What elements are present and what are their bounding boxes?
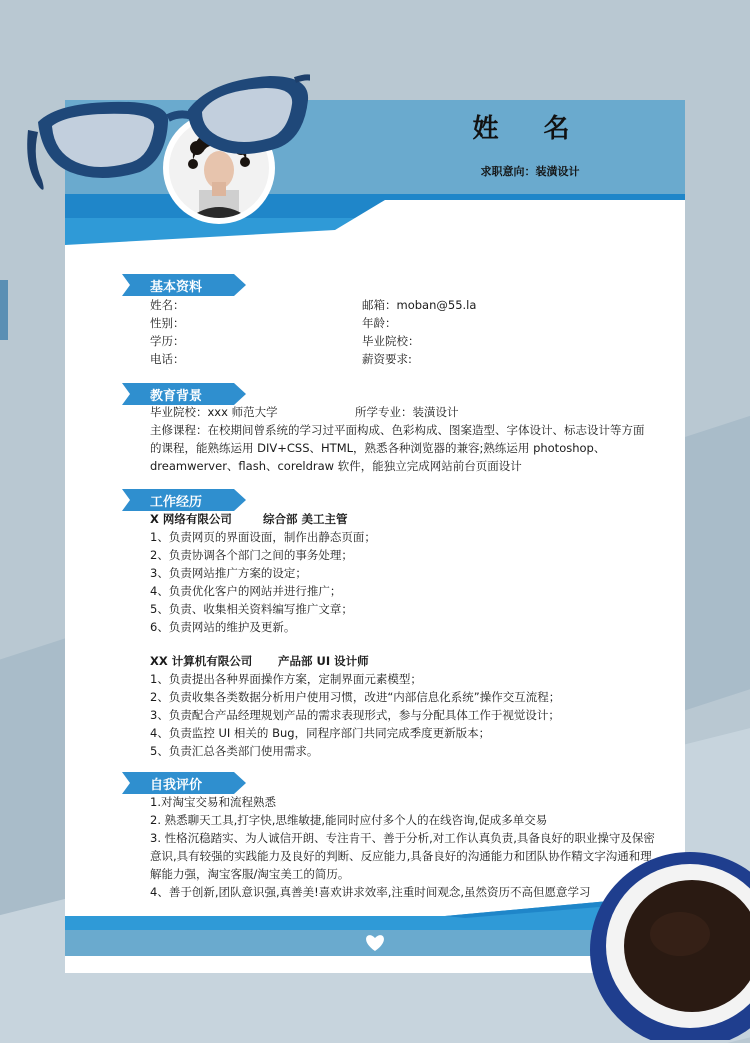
edu-courses-line: dreamwerver、flash、coreldraw 软件，能独立完成网站前台页面设计 (150, 459, 522, 473)
edu-courses-line: 主修课程：在校期间曾系统的学习过平面构成、色彩构成、图案造型、字体设计、标志设计等方面 (150, 423, 645, 437)
section-title: 基本资料 (150, 280, 203, 295)
job1-duty: 6、负责网站的维护及更新。 (150, 620, 296, 634)
gender-label: 性别： (150, 316, 185, 330)
job1-position: 综合部 美工主管 (263, 512, 348, 526)
section-title: 自我评价 (150, 778, 203, 793)
self-line: 4、善于创新,团队意识强,真善美!喜欢讲求效率,注重时间观念,虽然资历不高但愿意学习 (150, 885, 591, 899)
job1-duty: 4、负责优化客户的网站并进行推广； (150, 584, 342, 598)
salary-label: 薪资要求: (362, 352, 412, 366)
candidate-name: 姓 名 (472, 114, 588, 144)
job2-duty: 4、负责监控 UI 相关的 Bug，同程序部门共同完成季度更新版本； (150, 726, 491, 740)
edu-courses-line: 的课程，能熟练运用 DIV+CSS、HTML，熟悉各种浏览器的兼容;熟练运用 photoshop、 (150, 441, 606, 455)
background-accent (0, 280, 8, 340)
section-header-basic (122, 274, 248, 296)
self-line: 2. 熟悉聊天工具,打字快,思维敏捷,能同时应付多个人的在线咨询,促成多单交易 (150, 813, 548, 827)
job2-duty: 5、负责汇总各类部门使用需求。 (150, 744, 319, 758)
coffee-cup-decoration (590, 830, 750, 1040)
section-header-work (122, 489, 248, 511)
job2-company: XX 计算机有限公司 (150, 654, 253, 668)
job2-duty: 2、负责收集各类数据分析用户使用习惯，改进“内部信息化系统”操作交互流程； (150, 690, 561, 704)
email-value: 邮箱：moban@55.la (362, 298, 477, 312)
job2-duty: 3、负责配合产品经理规划产品的需求表现形式，参与分配具体工作于视觉设计； (150, 708, 560, 722)
self-line: 3. 性格沉稳踏实、为人诚信开朗、专注肯干、善于分析,对工作认真负责,具备良好的职业操守及保密 (150, 831, 655, 845)
section-header-self (122, 772, 248, 794)
school-label: 毕业院校： (362, 334, 420, 348)
section-title: 教育背景 (150, 389, 203, 404)
job2-position: 产品部 UI 设计师 (278, 654, 369, 668)
self-line: 意识,具有较强的实践能力及良好的判断、反应能力,具备良好的沟通能力和团队协作精文字沟通和理 (150, 849, 652, 863)
job1-company: X 网络有限公司 (150, 512, 232, 526)
job1-duty: 1、负责网页的界面设面，制作出静态页面； (150, 530, 376, 544)
job1-duty: 2、负责协调各个部门之间的事务处理； (150, 548, 353, 562)
section-header-education (122, 383, 248, 405)
edu-school: 毕业院校：xxx 师范大学 (150, 405, 278, 419)
section-title: 工作经历 (150, 495, 203, 510)
edu-major: 所学专业：装潢设计 (355, 405, 459, 419)
job1-duty: 3、负责网站推广方案的设定； (150, 566, 307, 580)
self-line: 1.对淘宝交易和流程熟悉 (150, 795, 276, 809)
name-label: 姓名： (150, 298, 185, 312)
education-label: 学历： (150, 334, 185, 348)
heart-icon (365, 934, 385, 952)
job2-duty: 1、负责提出各种界面操作方案，定制界面元素模型； (150, 672, 422, 686)
job1-duty: 5、负责、收集相关资料编写推广文章； (150, 602, 353, 616)
age-label: 年龄： (362, 316, 397, 330)
self-line: 解能力强，淘宝客服/淘宝美工的简历。 (150, 867, 350, 881)
job-intent: 求职意向：装潢设计 (480, 165, 580, 178)
glasses-decoration (20, 60, 310, 200)
phone-label: 电话： (150, 352, 185, 366)
